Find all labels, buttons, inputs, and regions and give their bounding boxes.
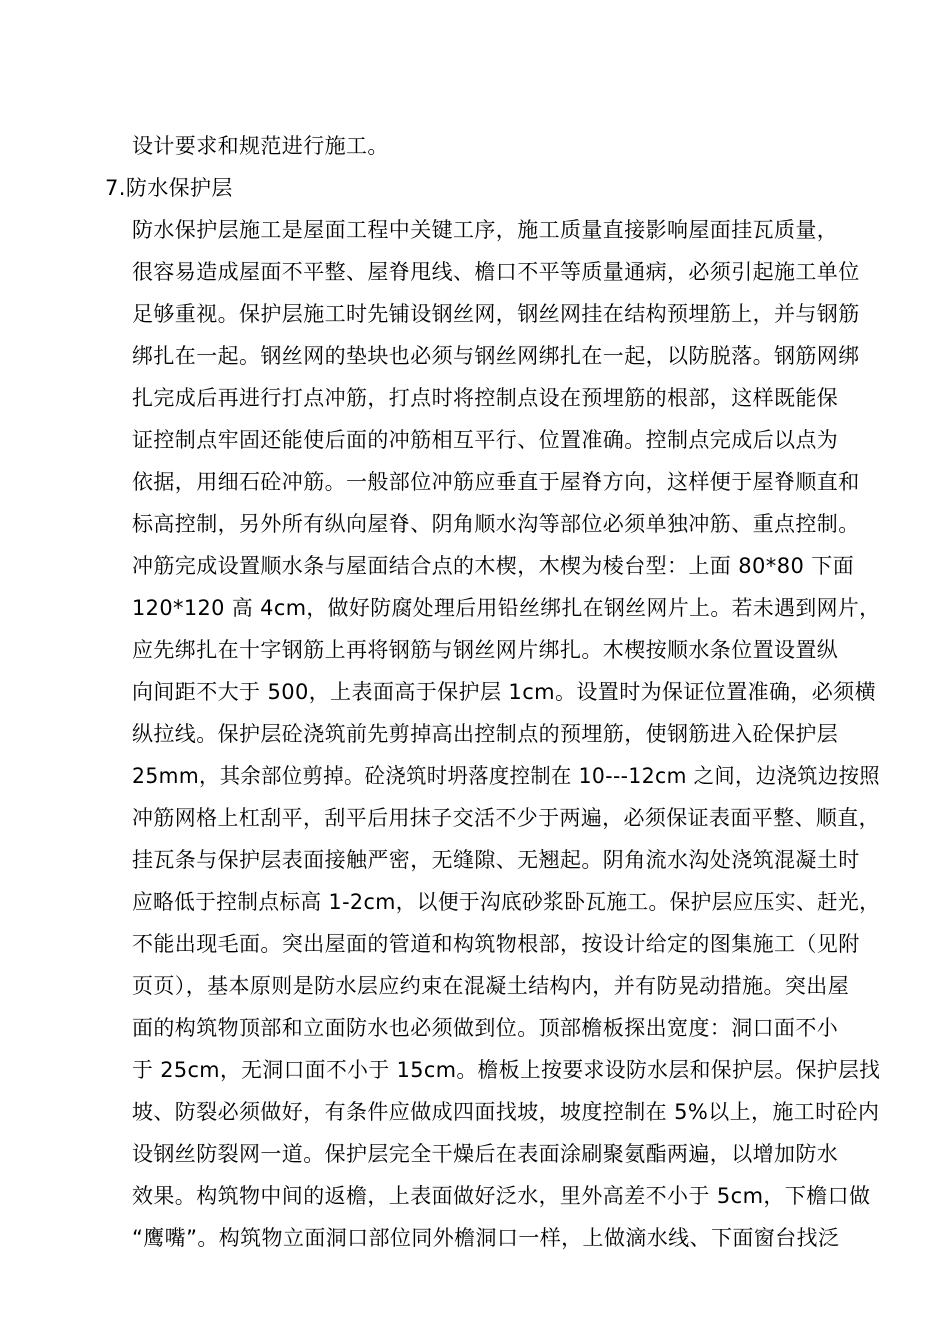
paragraph-line: 冲筋完成设置顺水条与屋面结合点的木楔，木楔为棱台型：上面 80*80 下面 <box>132 554 855 578</box>
paragraph-line: 防水保护层施工是屋面工程中关键工序，施工质量直接影响屋面挂瓦质量， <box>132 218 839 242</box>
paragraph-line: 绑扎在一起。钢丝网的垫块也必须与钢丝网绑扎在一起，以防脱落。钢筋网绑 <box>132 344 860 368</box>
paragraph-line: 页页），基本原则是防水层应约束在混凝土结构内，并有防晃动措施。突出屋 <box>132 974 850 998</box>
paragraph-line: 很容易造成屋面不平整、屋脊甩线、檐口不平等质量通病，必须引起施工单位 <box>132 260 860 284</box>
paragraph-line: 冲筋网格上杠刮平，刮平后用抹子交活不少于两遍，必须保证表面平整、顺直， <box>132 806 881 830</box>
paragraph-line: 25mm，其余部位剪掉。砼浇筑时坍落度控制在 10---12cm 之间，边浇筑边按照 <box>132 764 881 788</box>
paragraph-line: 依据，用细石砼冲筋。一般部位冲筋应垂直于屋脊方向，这样便于屋脊顺直和 <box>132 470 860 494</box>
paragraph-line: 120*120 高 4cm，做好防腐处理后用铅丝绑扎在钢丝网片上。若未遇到网片， <box>132 596 881 620</box>
paragraph-line: “鹰嘴”。构筑物立面洞口部位同外檐洞口一样，上做滴水线、下面窗台找泛 <box>132 1226 840 1250</box>
paragraph-line: 面的构筑物顶部和立面防水也必须做到位。顶部檐板探出宽度：洞口面不小 <box>132 1016 839 1040</box>
paragraph-line: 于 25cm，无洞口面不小于 15cm。檐板上按要求设防水层和保护层。保护层找 <box>132 1058 881 1082</box>
paragraph-line: 设钢丝防裂网一道。保护层完全干燥后在表面涂刷聚氨酯两遍，以增加防水 <box>132 1142 839 1166</box>
lead-line: 设计要求和规范进行施工。 <box>132 134 389 158</box>
paragraph-line: 应先绑扎在十字钢筋上再将钢筋与钢丝网片绑扎。木楔按顺水条位置设置纵 <box>132 638 839 662</box>
paragraph-line: 向间距不大于 500，上表面高于保护层 1cm。设置时为保证位置准确，必须横 <box>132 680 876 704</box>
paragraph-line: 标高控制，另外所有纵向屋脊、阴角顺水沟等部位必须单独冲筋、重点控制。 <box>132 512 860 536</box>
section-heading: 7.防水保护层 <box>105 176 233 200</box>
paragraph-line: 足够重视。保护层施工时先铺设钢丝网，钢丝网挂在结构预埋筋上，并与钢筋 <box>132 302 860 326</box>
paragraph-line: 纵拉线。保护层砼浇筑前先剪掉高出控制点的预埋筋，使钢筋进入砼保护层 <box>132 722 839 746</box>
paragraph-line: 扎完成后再进行打点冲筋，打点时将控制点设在预埋筋的根部，这样既能保 <box>132 386 839 410</box>
paragraph-line: 证控制点牢固还能使后面的冲筋相互平行、位置准确。控制点完成后以点为 <box>132 428 839 452</box>
paragraph-line: 应略低于控制点标高 1-2cm，以便于沟底砂浆卧瓦施工。保护层应压实、赶光， <box>132 890 881 914</box>
paragraph-line: 效果。构筑物中间的返檐，上表面做好泛水，里外高差不小于 5cm，下檐口做 <box>132 1184 871 1208</box>
paragraph-line: 不能出现毛面。突出屋面的管道和构筑物根部，按设计给定的图集施工（见附 <box>132 932 860 956</box>
paragraph-line: 挂瓦条与保护层表面接触严密，无缝隙、无翘起。阴角流水沟处浇筑混凝土时 <box>132 848 860 872</box>
paragraph-line: 坡、防裂必须做好，有条件应做成四面找坡，坡度控制在 5%以上，施工时砼内 <box>132 1100 880 1124</box>
